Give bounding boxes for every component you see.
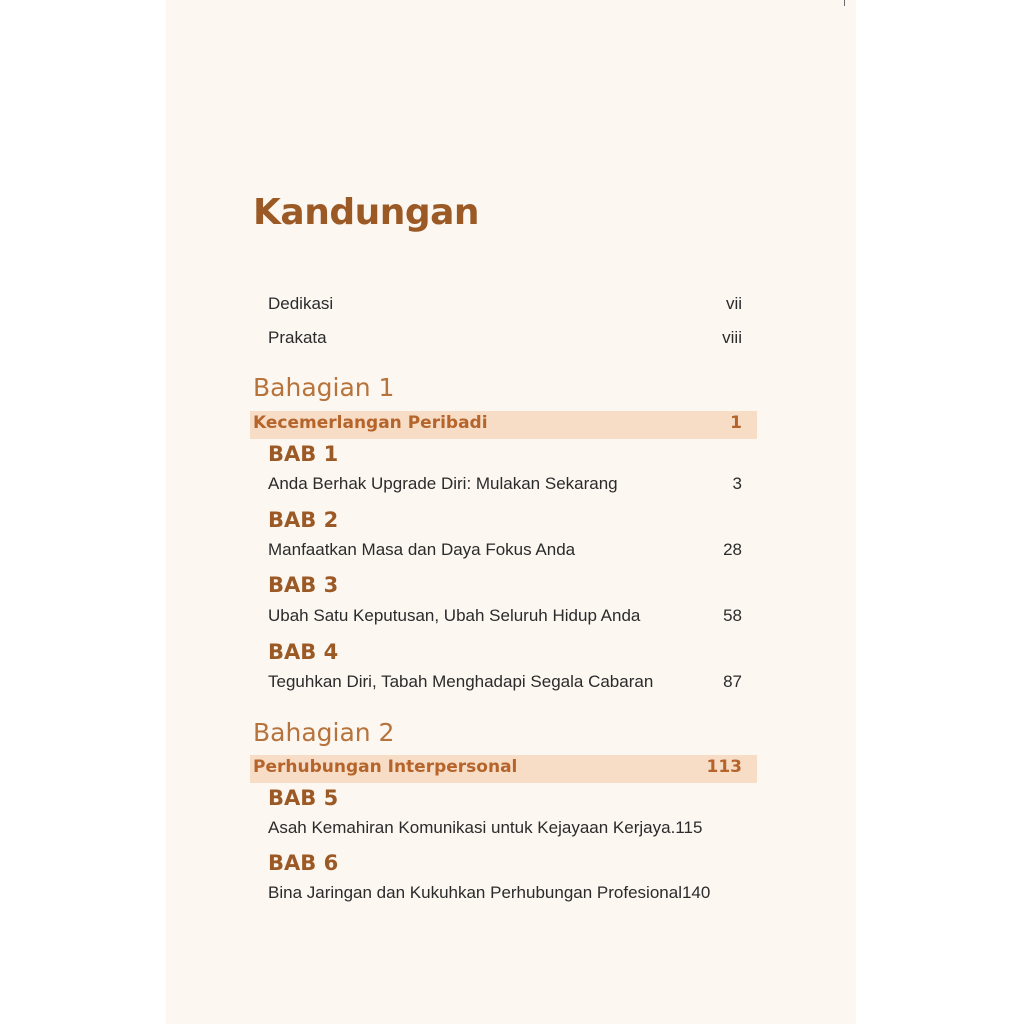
chapter-title: Manfaatkan Masa dan Daya Fokus Anda: [268, 540, 576, 559]
chapter-page: 87: [723, 672, 742, 691]
section-page: 1: [730, 413, 742, 433]
chapter-label-4: BAB 4: [268, 640, 339, 664]
section-entry-kecemerlangan[interactable]: [253, 413, 742, 433]
chapter-entry-2[interactable]: [268, 540, 742, 560]
section-page: 113: [706, 757, 742, 777]
section-entry-perhubungan[interactable]: [253, 757, 742, 777]
chapter-label-6: BAB 6: [268, 851, 339, 875]
chapter-entry-4[interactable]: [268, 672, 742, 692]
chapter-label-2: BAB 2: [268, 508, 339, 532]
crop-mark: [844, 0, 845, 6]
chapter-title: Asah Kemahiran Komunikasi untuk Kejayaan Kerjaya.: [268, 818, 676, 837]
toc-entry-page: viii: [722, 328, 742, 347]
chapter-label-1: BAB 1: [268, 442, 339, 466]
chapter-title: Bina Jaringan dan Kukuhkan Perhubungan Profesional: [268, 883, 682, 902]
chapter-entry-6[interactable]: [268, 883, 758, 903]
toc-entry-label: Prakata: [268, 328, 327, 347]
chapter-page: 115: [675, 818, 703, 837]
chapter-label-5: BAB 5: [268, 786, 339, 810]
page-title: Kandungan: [253, 192, 480, 233]
chapter-title: Ubah Satu Keputusan, Ubah Seluruh Hidup Anda: [268, 606, 641, 625]
chapter-title: Anda Berhak Upgrade Diri: Mulakan Sekarang: [268, 474, 618, 493]
toc-entry-dedikasi[interactable]: [268, 294, 742, 314]
chapter-page: 58: [723, 606, 742, 625]
chapter-title: Teguhkan Diri, Tabah Menghadapi Segala Cabaran: [268, 672, 654, 691]
section-title: Perhubungan Interpersonal: [253, 757, 518, 777]
part-heading-2: Bahagian 2: [253, 718, 395, 747]
chapter-page: 140: [681, 883, 711, 902]
chapter-entry-3[interactable]: [268, 606, 742, 626]
chapter-entry-1[interactable]: [268, 474, 742, 494]
chapter-page: 28: [723, 540, 742, 559]
chapter-entry-5[interactable]: [268, 818, 742, 838]
toc-entry-prakata[interactable]: [268, 328, 742, 348]
chapter-label-3: BAB 3: [268, 573, 339, 597]
section-title: Kecemerlangan Peribadi: [253, 413, 488, 433]
toc-entry-page: vii: [725, 294, 742, 313]
toc-entry-label: Dedikasi: [268, 294, 334, 313]
chapter-page: 3: [732, 474, 742, 493]
part-heading-1: Bahagian 1: [253, 373, 395, 402]
